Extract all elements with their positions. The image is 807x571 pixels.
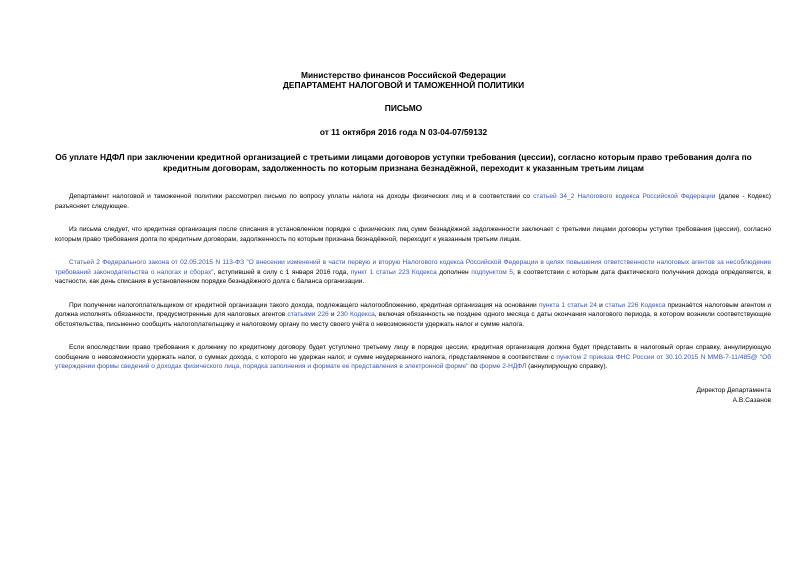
signature-title: Директор Департамента [696, 387, 771, 394]
link-article-24[interactable]: пункта 1 статьи 24 [539, 301, 597, 309]
document-date-number: от 11 октября 2016 года N 03-04-07/59132 [319, 127, 488, 137]
document-type: ПИСЬМО [384, 103, 423, 113]
paragraph-text: дополнен [436, 268, 472, 276]
signature-name: А.В.Сазанов [732, 396, 771, 404]
paragraph-1 [55, 192, 771, 211]
link-articles-226[interactable]: статьями 226 [287, 311, 329, 318]
paragraph-text: и [596, 301, 606, 309]
link-federal-law-113[interactable]: Статьей 2 Федерального закона от 02.05.2015 N 113-ФЗ "О внесении изменений в части первую и вторую Налогового кодекса Российской Федерации в целях повышения ответственности налоговых агентов за несоблюдение требований законодательства о налогах и сборах" [55, 259, 771, 276]
paragraph-text: и [328, 311, 337, 318]
paragraph-text: , вступившей в силу с 1 января 2016 года, [213, 268, 351, 276]
paragraph-5 [55, 343, 771, 372]
link-article-230[interactable]: 230 Кодекса [336, 311, 375, 318]
paragraph-text: (аннулирующую справку). [526, 363, 608, 370]
document-subject: Об уплате НДФЛ при заключении кредитной организацией с третьими лицами договоров уступки требования (цессии), согласно которым право требования долга по кредитным договорам, задолженность по которым признана безнадёжной, переходит к указанным третьим лицам [55, 152, 752, 173]
paragraph-text: по [468, 363, 480, 370]
paragraph-3 [55, 258, 771, 287]
link-fns-order[interactable]: пунктом 2 приказа ФНС России от 30.10.2015 N ММВ-7-11/485@ "Об утверждении формы сведений о доходах физического лица, порядка заполнения и формате ее представления в электронной форме" [55, 353, 771, 370]
paragraph-text: , в соответствии с которым дата фактического получения дохода определяется, в частности, как день списания в установленном порядке безнадёжного долга с баланса организации. [55, 268, 771, 285]
paragraph-2 [55, 225, 771, 244]
paragraph-4 [55, 301, 771, 330]
paragraph-text: Если впоследствии право требования к должнику по кредитному договору будет уступлено третьему лицу в порядке цессии, кредитная организация должна будет представить в налоговый орган справку, аннулирующую сообщение о невозможности удержать налог, о суммах дохода, с которого не удержан налог, и сумме неудержанного налога, представляемое в соответствии с [55, 344, 771, 361]
link-article-223[interactable]: пункт 1 статьи 223 Кодекса [350, 268, 437, 276]
paragraph-text: признаётся налоговым агентом и должна исполнять обязанности, предусмотренные для налоговых агентов [55, 301, 772, 318]
paragraph-text: Из письма следует, что кредитная организация после списания в установленном порядке с физических лиц сумм безнадёжной задолженности заключает с третьими лицами договоры уступки требования (цессии), согласно которым право требования долга по кредитным договорам, задолженность по которым признана безнадёжной, переходит к указанным третьим лицам. [55, 226, 771, 243]
department-name: ДЕПАРТАМЕНТ НАЛОГОВОЙ И ТАМОЖЕННОЙ ПОЛИТИКИ [282, 80, 525, 90]
paragraph-text: Департамент налоговой и таможенной политики рассмотрел письмо по вопросу уплаты налога на доходы физических лиц и в соответствии со [69, 193, 534, 200]
link-subparagraph-5[interactable]: подпунктом 5 [471, 268, 513, 276]
paragraph-text: (далее - Кодекс) разъясняет следующее. [55, 193, 771, 210]
link-article-34-2[interactable]: статьей 34_2 Налогового кодекса Российской Федерации [533, 193, 716, 200]
signature-block [696, 386, 771, 405]
document-body [55, 192, 771, 386]
link-form-2-ndfl[interactable]: форме 2-НДФЛ [479, 363, 527, 370]
link-article-226[interactable]: статьи 226 Кодекса [605, 301, 666, 309]
ministry-name: Министерство финансов Российской Федерации [301, 70, 506, 80]
document-header [0, 70, 807, 137]
paragraph-text: При получении налогоплательщиком от кредитной организации такого дохода, подлежащего налогообложению, кредитная организация на основании [69, 301, 540, 309]
paragraph-text: , включая обязанность не позднее одного месяца с даты окончания налогового периода, в котором возникли соответствующие обстоятельства, письменно сообщить налогоплательщику и налоговому органу по месту своего учёта о невозможности удержать налог и сумме налога. [55, 311, 771, 328]
